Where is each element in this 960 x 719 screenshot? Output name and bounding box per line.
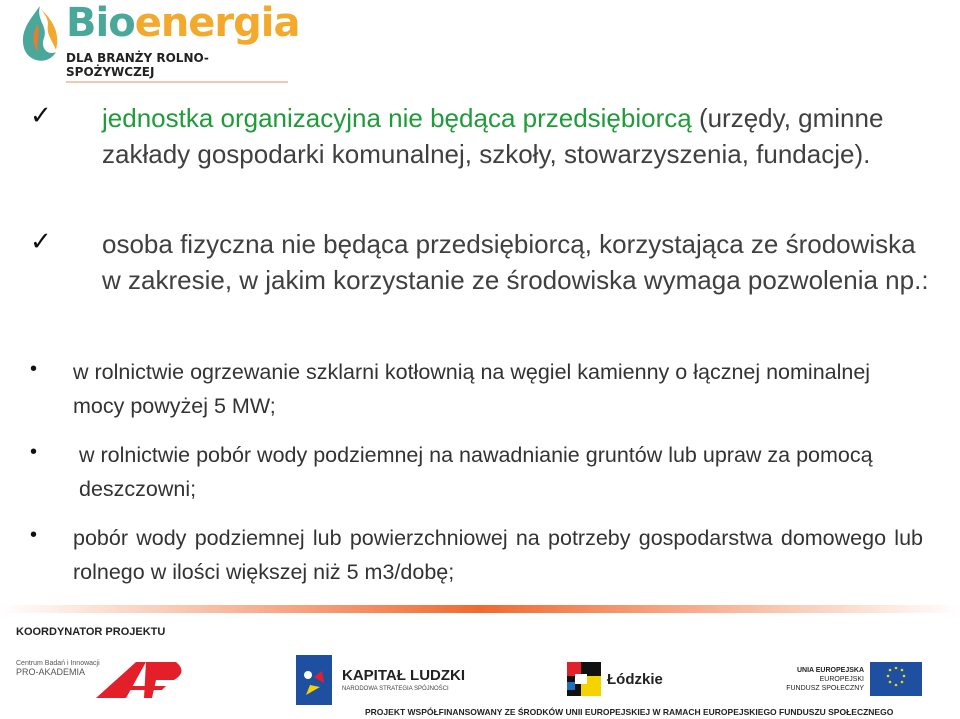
brand-energia: energia xyxy=(134,0,300,46)
logo-tagline: DLA BRANŻY ROLNO-SPOŻYWCZEJ xyxy=(66,51,288,83)
bullet-icon: • xyxy=(30,441,38,463)
divider-bar xyxy=(0,605,960,613)
bullet-item: w rolnictwie pobór wody podziemnej na nawadnianie gruntów lub upraw za pomocą deszczowni; xyxy=(79,443,873,501)
check-item xyxy=(102,100,932,172)
coordinator-label: KOORDYNATOR PROJEKTU xyxy=(16,626,166,638)
bullet-icon: • xyxy=(30,524,38,546)
pa-line1: Centrum Badań i Innowacji xyxy=(16,660,100,667)
bullet-icon: • xyxy=(30,358,38,380)
kapital-ludzki-logo xyxy=(296,655,466,710)
bullet-item xyxy=(73,521,923,589)
pro-akademia-logo xyxy=(16,660,186,700)
checkmark-icon: ✓ xyxy=(30,226,52,256)
eu-flag-icon xyxy=(870,662,922,696)
highlight-text: jednostka organizacyjna nie będąca przedsiębiorcą xyxy=(102,103,692,133)
bioenergia-logo xyxy=(18,0,300,79)
bullet-item: w rolnictwie ogrzewanie szklarni kotłownią na węgiel kamienny o łącznej nominalnej mocy powyżej 5 MW; xyxy=(73,360,871,418)
lodzkie-logo xyxy=(567,662,663,701)
bullet-item-text: pobór wody podziemnej lub powierzchniowej na potrzeby gospodarstwa domowego lub rolnego w ilości większej niż 5 m3/dobę; xyxy=(73,526,923,584)
cofinanced-note: PROJEKT WSPÓŁFINANSOWANY ZE ŚRODKÓW UNII EUROPEJSKIEJ W RAMACH EUROPEJSKIEGO FUNDUSZU SPOŁECZNEGO xyxy=(365,707,894,717)
kl-subtitle: NARODOWA STRATEGIA SPÓJNOŚCI xyxy=(342,686,449,692)
checkmark-icon: ✓ xyxy=(30,100,52,130)
lodzkie-text: Łódzkie xyxy=(607,671,663,688)
kl-title: KAPITAŁ LUDZKI xyxy=(342,667,466,684)
flame-icon xyxy=(18,4,62,66)
check-item: osoba fizyczna nie będąca przedsiębiorcą, korzystająca ze środowiska w zakresie, w jakim korzystanie ze środowiska wymaga pozwolenia np.: xyxy=(102,229,929,295)
ue-line1: UNIA EUROPEJSKA xyxy=(796,667,864,674)
ue-line2: EUROPEJSKI xyxy=(819,676,864,683)
brand-bio: Bio xyxy=(66,0,135,46)
check-item-text: (urzędy, gminne zakłady gospodarki komunalnej, szkoły, stowarzyszenia, fundacje). xyxy=(102,103,884,169)
ue-text xyxy=(750,666,864,693)
pa-line2: PRO-AKADEMIA xyxy=(16,667,86,677)
ue-line3: FUNDUSZ SPOŁECZNY xyxy=(786,685,864,692)
